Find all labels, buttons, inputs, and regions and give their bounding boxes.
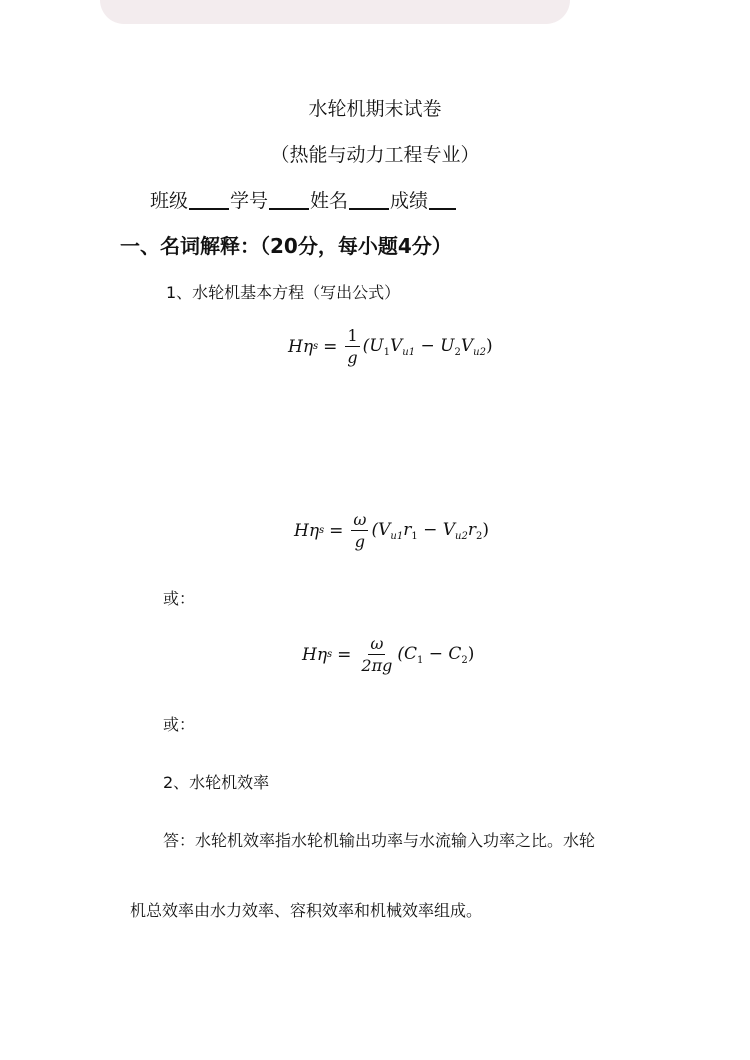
formula-3-numerator: ω [370, 634, 384, 653]
formula-3-rhs-sub1: 1 [416, 654, 424, 666]
formula-2-numerator: ω [353, 510, 367, 529]
formula-3 [302, 634, 474, 675]
formula-2-rhs-sub4: 2 [476, 530, 483, 542]
formula-1-rhs-open: (U [362, 335, 384, 356]
formula-2-rhs-sub1: u1 [390, 530, 404, 542]
exam-title: 水轮机期末试卷 [308, 98, 442, 120]
section-1-heading: 一、名词解释：（20分，每小题4分） [120, 234, 452, 258]
formula-3-rhs-sub2: 2 [461, 654, 468, 666]
formula-3-rhs [397, 644, 474, 666]
question-2-answer-line-2: 机总效率由水力效率、容积效率和机械效率组成。 [130, 901, 483, 920]
class-blank [189, 207, 229, 210]
formula-3-eq: = [337, 644, 352, 665]
formula-1-lhs: Hη [288, 336, 314, 357]
formula-2-rhs-open: (V [371, 519, 391, 540]
formula-1-rhs-close: ) [485, 335, 493, 356]
student-id-label: 学号 [230, 190, 269, 212]
formula-1-rhs-sub4: u2 [473, 346, 486, 358]
formula-2-rhs-r2: r [467, 519, 476, 540]
formula-1-rhs-minus: − U [415, 335, 455, 356]
formula-2-fraction [351, 510, 368, 551]
formula-2-rhs-sub2: 1 [411, 530, 418, 542]
formula-1-lhs-sub: s [313, 341, 319, 352]
formula-2-eq: = [329, 520, 344, 541]
formula-3-denominator: 2πg [361, 656, 393, 675]
formula-3-rhs-open: (C [397, 643, 417, 664]
top-decorative-bar [100, 0, 570, 24]
formula-1-rhs-sub3: 2 [454, 346, 461, 358]
or-label-1: 或： [163, 589, 196, 608]
formula-3-fraction [359, 634, 394, 675]
formula-1-rhs-sub1: 1 [383, 346, 390, 358]
formula-2-rhs [371, 520, 489, 542]
formula-2-lhs: Hη [294, 520, 320, 541]
formula-2 [294, 510, 489, 551]
formula-1 [288, 326, 493, 367]
name-blank [349, 207, 389, 210]
formula-2-rhs-minus: − V [417, 519, 456, 540]
class-label: 班级 [150, 190, 189, 212]
question-2-label: 2、水轮机效率 [163, 773, 270, 792]
exam-subtitle: （热能与动力工程专业） [270, 144, 480, 166]
student-info-line [150, 186, 457, 213]
formula-2-rhs-r1: r [403, 519, 412, 540]
formula-1-rhs-v2: V [460, 335, 474, 356]
formula-1-numerator: 1 [347, 326, 358, 345]
formula-1-denominator: g [347, 348, 358, 367]
formula-2-lhs-sub: s [319, 525, 325, 536]
formula-3-rhs-close: ) [467, 643, 475, 664]
formula-2-rhs-close: ) [482, 519, 490, 540]
formula-3-rhs-minus: − C [423, 643, 462, 664]
question-1-label: 1、水轮机基本方程（写出公式） [166, 283, 401, 302]
formula-1-rhs [363, 336, 493, 358]
question-2-answer-line-1: 答：水轮机效率指水轮机输出功率与水流输入功率之比。水轮 [163, 831, 596, 850]
score-label: 成绩 [390, 190, 429, 212]
formula-3-lhs-sub: s [327, 649, 333, 660]
student-id-blank [269, 207, 309, 210]
formula-2-denominator: g [354, 532, 366, 551]
formula-3-lhs: Hη [302, 644, 328, 665]
formula-1-fraction [345, 326, 359, 367]
score-blank [429, 207, 456, 210]
or-label-2: 或： [163, 715, 196, 734]
formula-1-rhs-sub2: u1 [402, 346, 416, 358]
name-label: 姓名 [310, 190, 349, 212]
formula-1-rhs-v1: V [390, 335, 403, 356]
formula-2-rhs-sub3: u2 [455, 530, 468, 542]
formula-1-eq: = [323, 336, 338, 357]
